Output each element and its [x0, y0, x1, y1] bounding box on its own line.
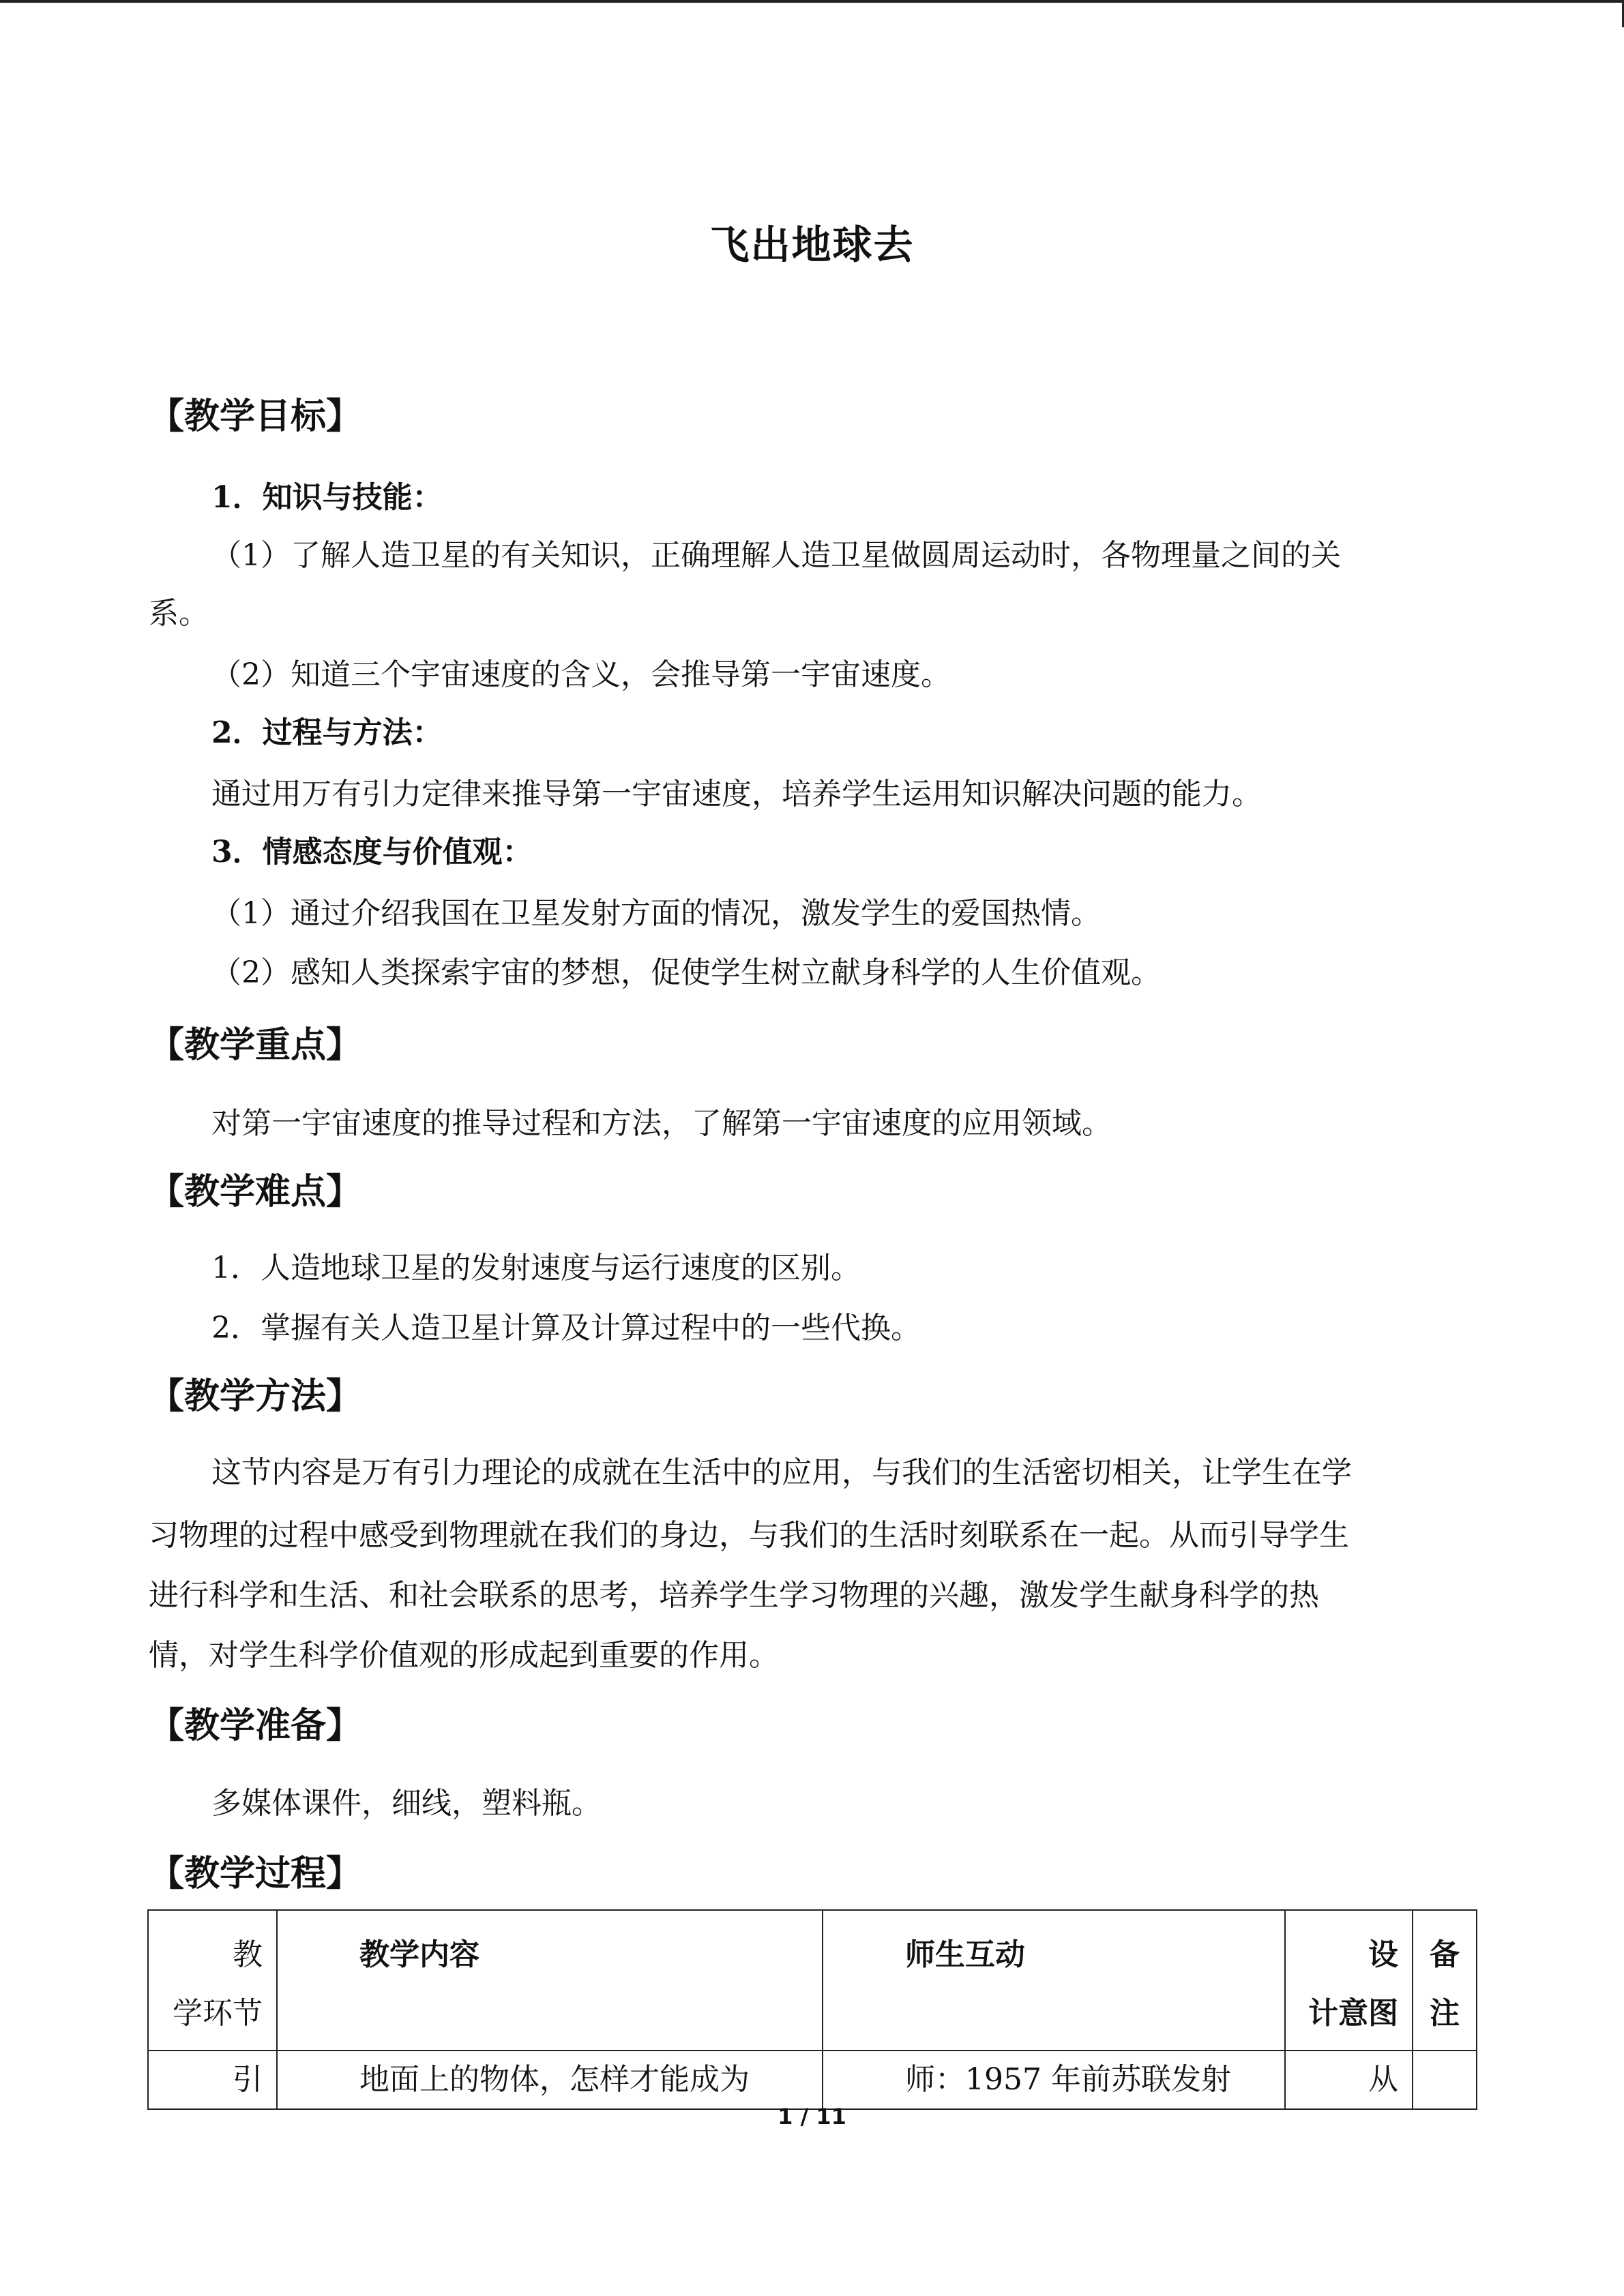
section-heading-method: 【教学方法】 [149, 1376, 362, 1417]
process-table [147, 1909, 1477, 2110]
goals-p3: 通过用万有引力定律来推导第一宇宙速度，培养学生运用知识解决问题的能力。 [211, 777, 1262, 811]
row1-notes [1413, 2051, 1477, 2109]
method-l2: 习物理的过程中感受到物理就在我们的身边，与我们的生活时刻联系在一起。从而引导学生 [149, 1518, 1349, 1553]
header-interaction-label: 师生互动 [905, 1937, 1025, 1972]
top-border-line [0, 0, 1624, 3]
goals-p1a: （1）了解人造卫星的有关知识，正确理解人造卫星做圆周运动时，各物理量之间的关 [211, 538, 1341, 573]
method-l1: 这节内容是万有引力理论的成就在生活中的应用，与我们的生活密切相关，让学生在学 [211, 1455, 1352, 1490]
header-stage-line1: 教 [233, 1937, 263, 1972]
section-heading-process: 【教学过程】 [149, 1853, 362, 1894]
page-number: 1 / 11 [778, 2104, 846, 2130]
goals-p5: （2）感知人类探索宇宙的梦想，促使学生树立献身科学的人生价值观。 [211, 955, 1161, 990]
section-heading-prep: 【教学准备】 [149, 1705, 362, 1746]
table-row [148, 2051, 1477, 2109]
goals-p1b: 系。 [149, 596, 209, 631]
table-header-row [148, 1910, 1477, 2051]
row1-content [277, 2051, 823, 2109]
row1-interaction-text: 师：1957 年前苏联发射 [905, 2062, 1231, 2097]
header-cell-content [277, 1910, 823, 2051]
header-cell-notes [1413, 1910, 1477, 2051]
difficulty-p2: 2．掌握有关人造卫星计算及计算过程中的一些代换。 [211, 1311, 921, 1345]
row1-design [1285, 2051, 1413, 2109]
header-design-line1: 设 [1368, 1937, 1398, 1972]
header-cell-design [1285, 1910, 1413, 2051]
section-heading-goals: 【教学目标】 [149, 396, 362, 437]
method-l3: 进行科学和生活、和社会联系的思考，培养学生学习物理的兴趣，激发学生献身科学的热 [149, 1578, 1319, 1613]
header-cell-stage [148, 1910, 277, 2051]
header-cell-interaction [823, 1910, 1285, 2051]
difficulty-p1: 1．人造地球卫星的发射速度与运行速度的区别。 [211, 1251, 861, 1285]
header-notes-line2: 注 [1430, 1996, 1460, 2031]
section-heading-difficulty: 【教学难点】 [149, 1172, 362, 1212]
row1-interaction [823, 2051, 1285, 2109]
row1-content-text: 地面上的物体，怎样才能成为 [359, 2062, 750, 2097]
header-notes-line1: 备 [1430, 1937, 1460, 1972]
goals-p2: （2）知道三个宇宙速度的含义，会推导第一宇宙速度。 [211, 657, 951, 692]
row1-notes-text [1413, 2051, 1476, 2059]
goals-p4: （1）通过介绍我国在卫星发射方面的情况，激发学生的爱国热情。 [211, 896, 1101, 931]
goals-sub1: 1．知识与技能： [211, 480, 443, 515]
row1-stage-text: 引 [233, 2062, 263, 2097]
row1-design-text: 从 [1368, 2062, 1398, 2097]
prep-p1: 多媒体课件，细线，塑料瓶。 [211, 1786, 602, 1821]
goals-sub2: 2．过程与方法： [211, 715, 443, 750]
method-l4: 情，对学生科学价值观的形成起到重要的作用。 [149, 1638, 779, 1673]
header-content-label: 教学内容 [359, 1937, 479, 1972]
page-title: 飞出地球去 [709, 222, 915, 268]
header-stage-line2: 学环节 [173, 1996, 263, 2031]
header-design-line2: 计意图 [1308, 1996, 1398, 2031]
row1-stage [148, 2051, 277, 2109]
section-heading-key: 【教学重点】 [149, 1025, 362, 1066]
goals-sub3: 3．情感态度与价值观： [211, 835, 533, 869]
key-p1: 对第一宇宙速度的推导过程和方法，了解第一宇宙速度的应用领域。 [211, 1106, 1112, 1141]
